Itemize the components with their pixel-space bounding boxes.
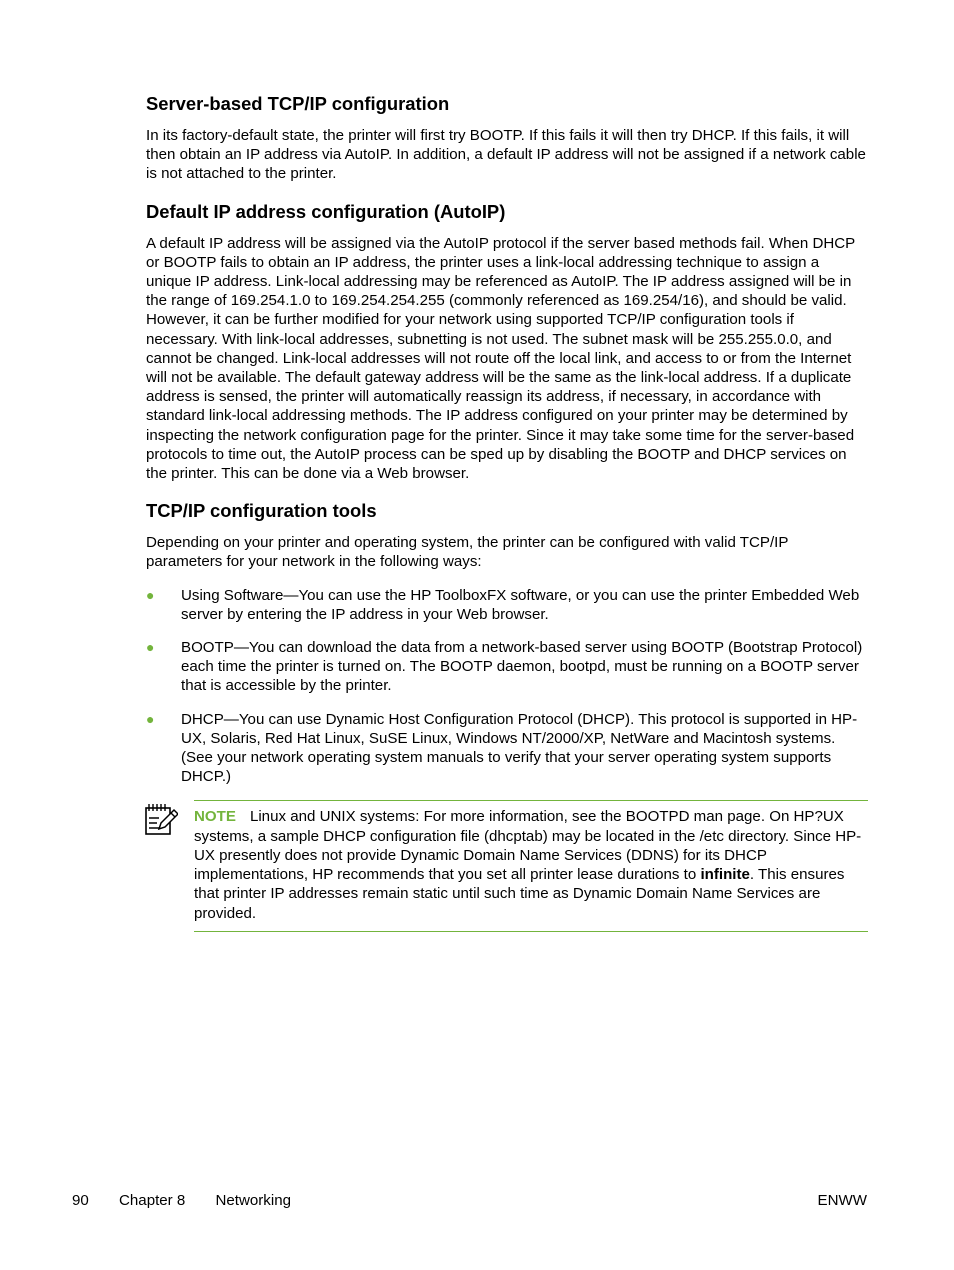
list-item: [146, 710, 868, 787]
heading-config-tools: TCP/IP configuration tools: [146, 500, 377, 522]
footer-right-label: ENWW: [817, 1192, 867, 1209]
note-label: NOTE: [194, 808, 236, 826]
heading-server-based: Server-based TCP/IP configuration: [146, 93, 450, 114]
note-text-before: Linux and UNIX systems: For more information, see the BOOTPD man page. On HP?UX systems, a sample DHCP configuration file (dhcptab) may be located in the /etc directory. Since HP-UX presently does not provide Dynamic Domain Name Services (DDNS) for its DHCP implementations, HP recommends that you set all printer lease durations to: [194, 808, 862, 884]
list-item-text: BOOTP—You can download the data from a network-based server using BOOTP (Bootstrap Protocol) each time the printer is turned on. The BOOTP daemon, bootpd, must be running on a BOOTP server that is accessible by the printer.: [181, 639, 863, 695]
list-item: [146, 638, 868, 696]
note-text-after: . This ensures that printer IP addresses remain static until such time as Dynamic Domain Name Services are provided.: [194, 866, 845, 922]
bullet-icon: ●: [146, 639, 155, 656]
bullet-icon: ●: [146, 710, 155, 727]
paragraph-server-based: In its factory-default state, the printer will first try BOOTP. If this fails it will then try DHCP. If this fails, it will then obtain an IP address via AutoIP. In addition, a default IP address will not be assigned if a network cable is not attached to the printer.: [146, 127, 866, 183]
list-item: [146, 586, 868, 624]
footer-chapter: Chapter 8: [119, 1192, 186, 1209]
footer-section: Networking: [215, 1192, 291, 1209]
paragraph-config-tools: Depending on your printer and operating system, the printer can be configured with valid TCP/IP parameters for your network in the following ways:: [146, 534, 789, 571]
page-footer: [72, 1191, 867, 1211]
note-callout: [146, 800, 868, 931]
list-item-text: DHCP—You can use Dynamic Host Configuration Protocol (DHCP). This protocol is supported in HP-UX, Solaris, Red Hat Linux, SuSE Linux, Windows NT/2000/XP, NetWare and Macintosh systems. (See your network operating system manuals to verify that your server operating system supports DHCP.): [181, 710, 858, 786]
note-bold-word: infinite: [700, 866, 750, 884]
list-item-text: Using Software—You can use the HP ToolboxFX software, or you can use the printer Embedded Web server by entering the IP address in your Web browser.: [181, 586, 860, 623]
note-pad-icon: [144, 802, 178, 836]
config-methods-list: [146, 586, 868, 787]
page-number: 90: [72, 1192, 89, 1209]
heading-autoip: Default IP address configuration (AutoIP): [146, 200, 506, 222]
paragraph-autoip: A default IP address will be assigned via the AutoIP protocol if the server based methods fail. When DHCP or BOOTP fails to obtain an IP address, the printer uses a link-local addressing technique to assign a unique IP address. Link-local addressing may be referenced as AutoIP. The IP address assigned will be in the range of 169.254.1.0 to 169.254.254.255 (commonly referenced as 169.254/16), and should be valid. However, it can be further modified for your network using supported TCP/IP configuration tools if necessary. With link-local addresses, subnetting is not used. The subnet mask will be 255.255.0.0, and cannot be changed. Link-local addresses will not route off the local link, and access to or from the Internet will not be available. The default gateway address will be the same as the link-local address. If a duplicate address is sensed, the printer will automatically reassign its address, if necessary, in accordance with standard link-local addressing methods. The IP address configured on your printer may be determined by inspecting the network configuration page for the printer. Since it may take some time for the server-based protocols to time out, the AutoIP process can be sped up by disabling the BOOTP and DHCP services on the printer. This can be done via a Web browser.: [146, 234, 855, 483]
page-content: [146, 92, 868, 932]
bullet-icon: ●: [146, 586, 155, 603]
note-body: [194, 800, 868, 931]
